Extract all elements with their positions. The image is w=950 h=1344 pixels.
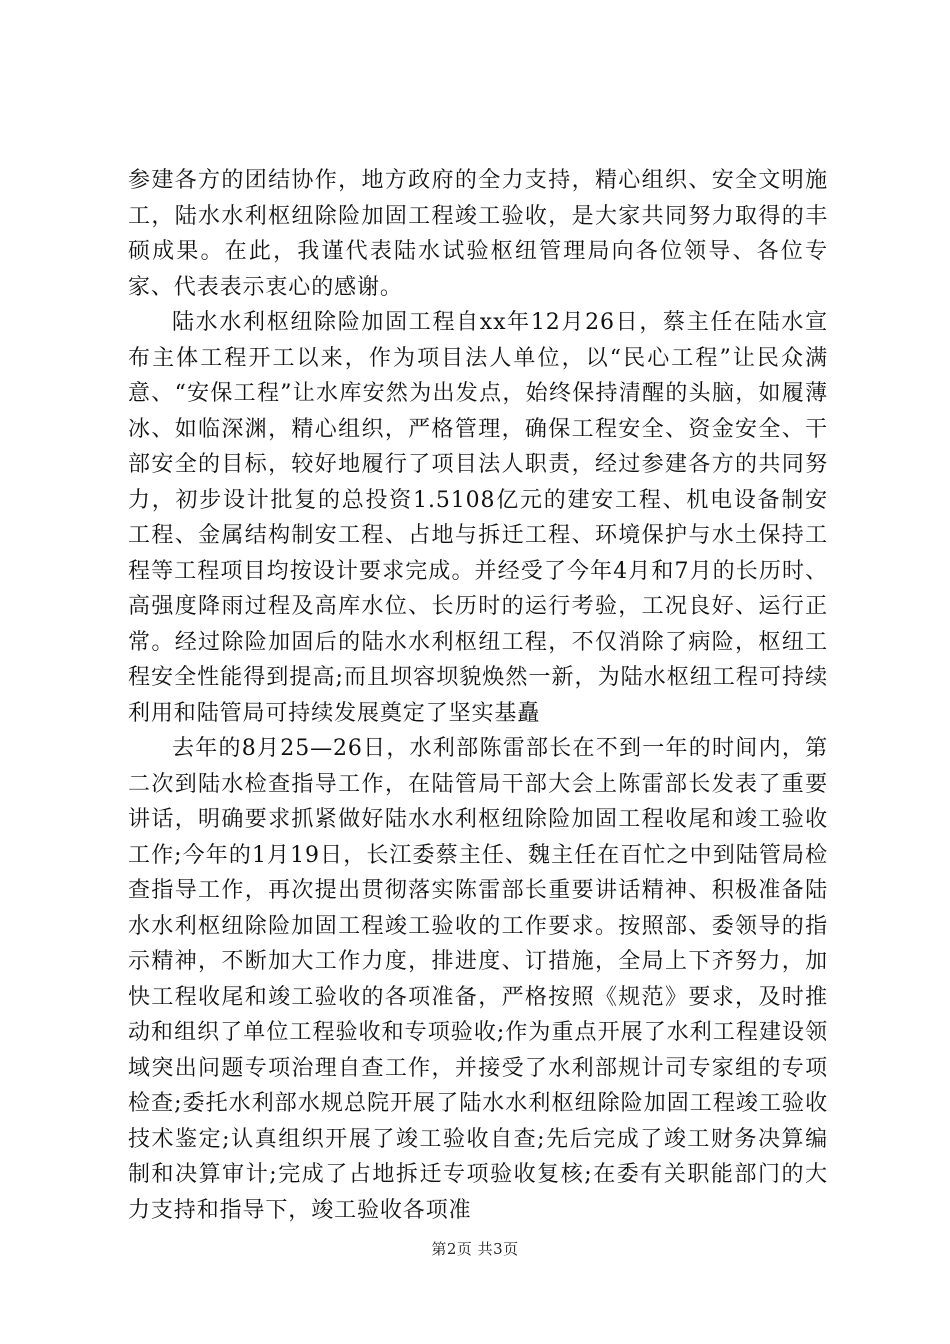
document-body [128, 163, 828, 1228]
paragraph-project-summary: 陆水水利枢纽除险加固工程自xx年12月26日，蔡主任在陆水宣布主体工程开工以来，作为项目法人单位，以“民心工程”让民众满意、“安保工程”让水库安然为出发点，始终保持清醒的头脑，如履薄冰、如临深渊，精心组织，严格管理，确保工程安全、资金安全、干部安全的目标，较好地履行了项目法人职责，经过参建各方的共同努力，初步设计批复的总投资1.5108亿元的建安工程、机电设备制安工程、金属结构制安工程、占地与拆迁工程、环境保护与水土保持工程等工程项目均按设计要求完成。并经受了今年4月和7月的长历时、高强度降雨过程及高库水位、长历时的运行考验，工况良好、运行正常。经过除险加固后的陆水水利枢纽工程，不仅消除了病险，枢纽工程安全性能得到提高;而且坝容坝貌焕然一新，为陆水枢纽工程可持续利用和陆管局可持续发展奠定了坚实基矗 [128, 310, 828, 726]
page-footer: 第2页 共3页 [431, 1240, 519, 1258]
paragraph-continuation: 参建各方的团结协作，地方政府的全力支持，精心组织、安全文明施工，陆水水利枢纽除险加固工程竣工验收，是大家共同努力取得的丰硕成果。在此，我谨代表陆水试验枢纽管理局向各位领导、各位专家、代表表示衷心的感谢。 [128, 168, 828, 300]
paragraph-acceptance-work: 去年的8月25—26日，水利部陈雷部长在不到一年的时间内，第二次到陆水检查指导工作，在陆管局干部大会上陈雷部长发表了重要讲话，明确要求抓紧做好陆水水利枢纽除险加固工程收尾和竣工验收工作;今年的1月19日，长江委蔡主任、魏主任在百忙之中到陆管局检查指导工作，再次提出贯彻落实陈雷部长重要讲话精神、积极准备陆水水利枢纽除险加固工程竣工验收的工作要求。按照部、委领导的指示精神，不断加大工作力度，排进度、订措施，全局上下齐努力，加快工程收尾和竣工验收的各项准备，严格按照《规范》要求，及时推动和组织了单位工程验收和专项验收;作为重点开展了水利工程建设领域突出问题专项治理自查工作，并接受了水利部规计司专家组的专项检查;委托水利部水规总院开展了陆水水利枢纽除险加固工程竣工验收技术鉴定;认真组织开展了竣工验收自查;先后完成了竣工财务决算编制和决算审计;完成了占地拆迁专项验收复核;在委有关职能部门的大力支持和指导下，竣工验收各项准 [128, 736, 828, 1223]
